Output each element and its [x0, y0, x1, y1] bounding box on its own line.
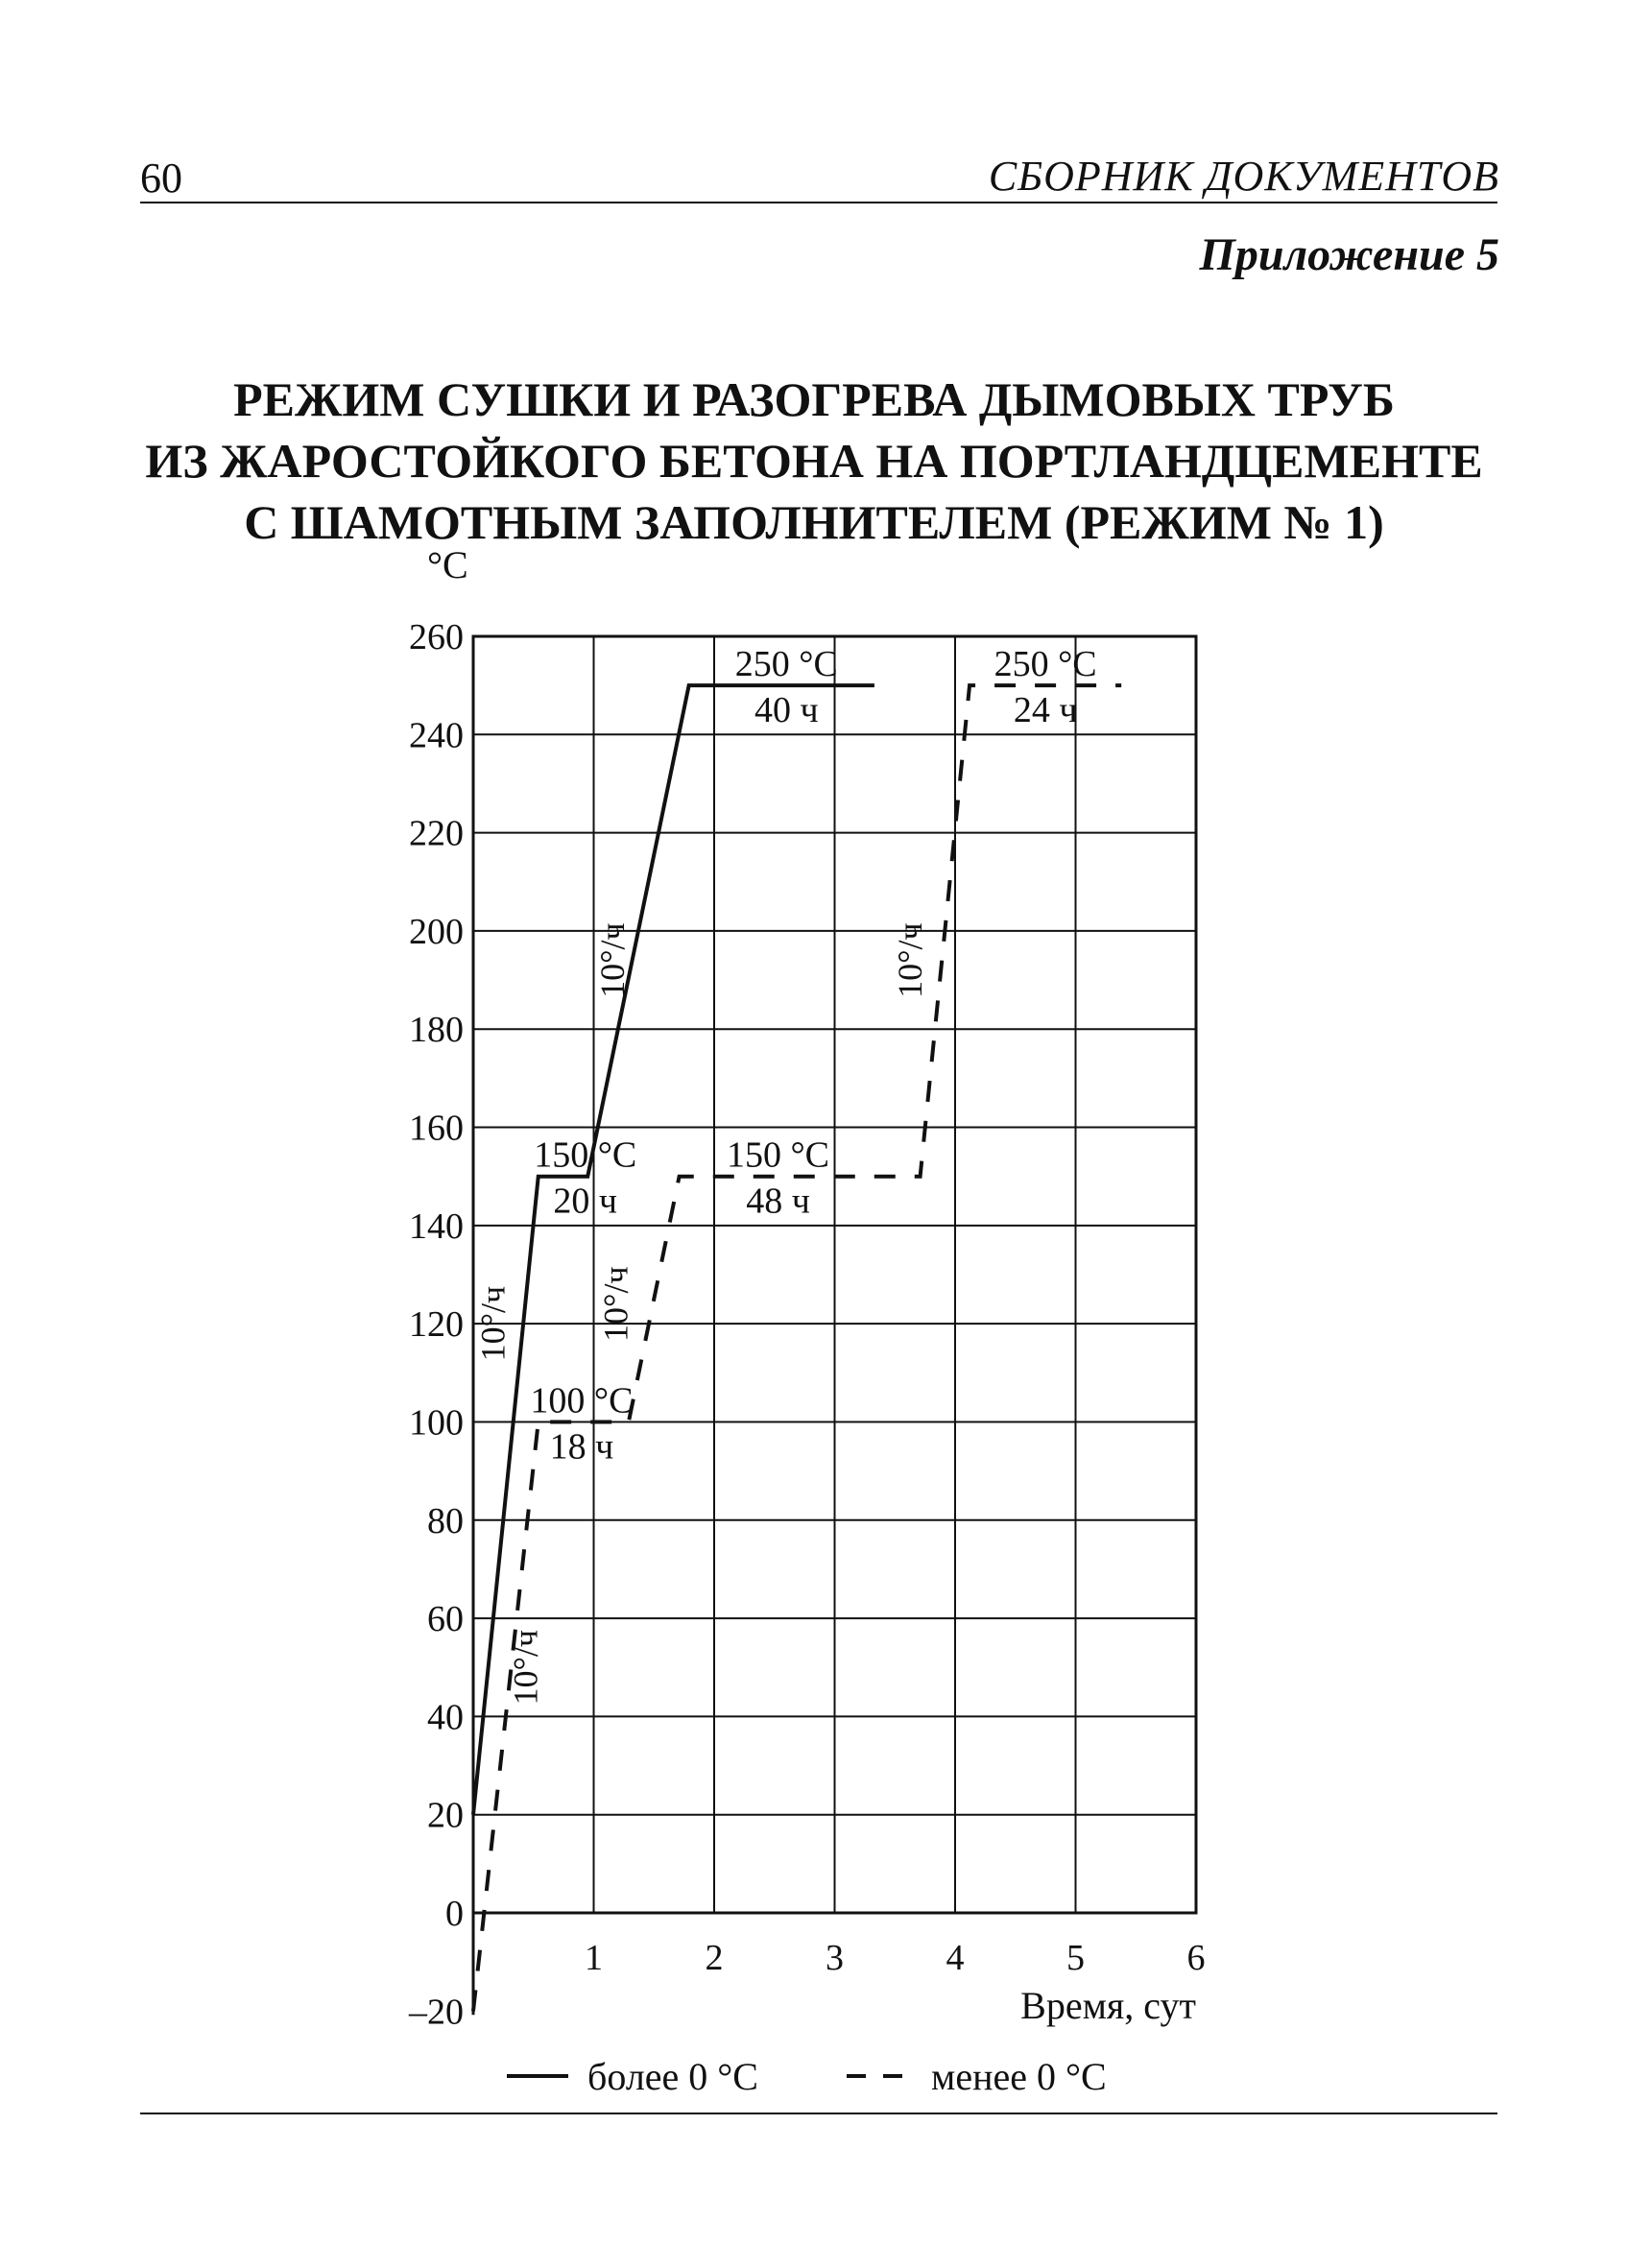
- step-duration: 18 ч: [549, 1426, 614, 1468]
- x-tick-label: 4: [946, 1938, 965, 1978]
- y-tick-label: 240: [409, 715, 464, 756]
- step-temperature: 100 °С: [530, 1380, 634, 1421]
- y-axis-label: °С: [427, 543, 468, 586]
- y-tick-label: 220: [409, 813, 464, 854]
- chart-legend: [507, 2055, 1107, 2098]
- x-tick-label: 5: [1066, 1938, 1085, 1978]
- title-line-2: ИЗ ЖАРОСТОЙКОГО БЕТОНА НА ПОРТЛАНДЦЕМЕНТЕ: [145, 434, 1483, 488]
- rate-label: 10°/ч: [596, 1266, 635, 1342]
- y-tick-label: 20: [427, 1795, 464, 1836]
- y-tick-label: 60: [427, 1599, 464, 1640]
- step-temperature: 150 °С: [726, 1134, 830, 1176]
- appendix-label: Приложение 5: [1199, 229, 1499, 280]
- running-title: СБОРНИК ДОКУМЕНТОВ: [988, 153, 1499, 200]
- legend-label-dashed: менее 0 °С: [931, 2055, 1107, 2098]
- title-line-1: РЕЖИМ СУШКИ И РАЗОГРЕВА ДЫМОВЫХ ТРУБ: [233, 372, 1395, 426]
- step-duration: 40 ч: [754, 690, 819, 731]
- step-duration: 24 ч: [1013, 690, 1078, 731]
- step-duration: 48 ч: [746, 1181, 810, 1222]
- page-number: 60: [140, 155, 182, 202]
- rate-label: 10°/ч: [890, 922, 929, 998]
- x-tick-label: 3: [826, 1938, 844, 1978]
- x-tick-label: 6: [1186, 1938, 1206, 1978]
- y-tick-label: 160: [409, 1108, 464, 1149]
- title-line-3: С ШАМОТНЫМ ЗАПОЛНИТЕЛЕМ (РЕЖИМ № 1): [244, 495, 1384, 549]
- rate-label: 10°/ч: [506, 1629, 545, 1706]
- step-label-dash-100: [530, 1380, 633, 1467]
- x-tick-label: 2: [705, 1938, 724, 1978]
- step-temperature: 250 °С: [994, 644, 1097, 685]
- y-tick-label: 140: [409, 1206, 464, 1247]
- rate-label: 10°/ч: [592, 922, 632, 998]
- step-temperature: 250 °С: [734, 644, 838, 685]
- x-tick-label: 1: [585, 1938, 603, 1978]
- y-tick-label: 200: [409, 911, 464, 952]
- x-axis-label: Время, сут: [1020, 1984, 1196, 2027]
- y-tick-label: 100: [409, 1402, 464, 1444]
- legend-label-solid: более 0 °С: [587, 2055, 758, 2098]
- y-tick-label: 0: [445, 1894, 464, 1934]
- series-line-below-zero: [473, 685, 1121, 2011]
- chart-grid: [473, 636, 1196, 1913]
- step-temperature: 150 °С: [534, 1134, 637, 1176]
- y-tick-label: 40: [427, 1697, 464, 1738]
- y-tick-label: 180: [409, 1010, 464, 1051]
- y-tick-label: 260: [409, 617, 464, 657]
- rate-label: 10°/ч: [473, 1285, 513, 1362]
- step-duration: 20 ч: [553, 1181, 618, 1222]
- y-tick-label: –20: [409, 1992, 464, 2033]
- y-tick-label: 120: [409, 1304, 464, 1346]
- footer-rule: [140, 2113, 1497, 2114]
- y-tick-label: 80: [427, 1500, 464, 1541]
